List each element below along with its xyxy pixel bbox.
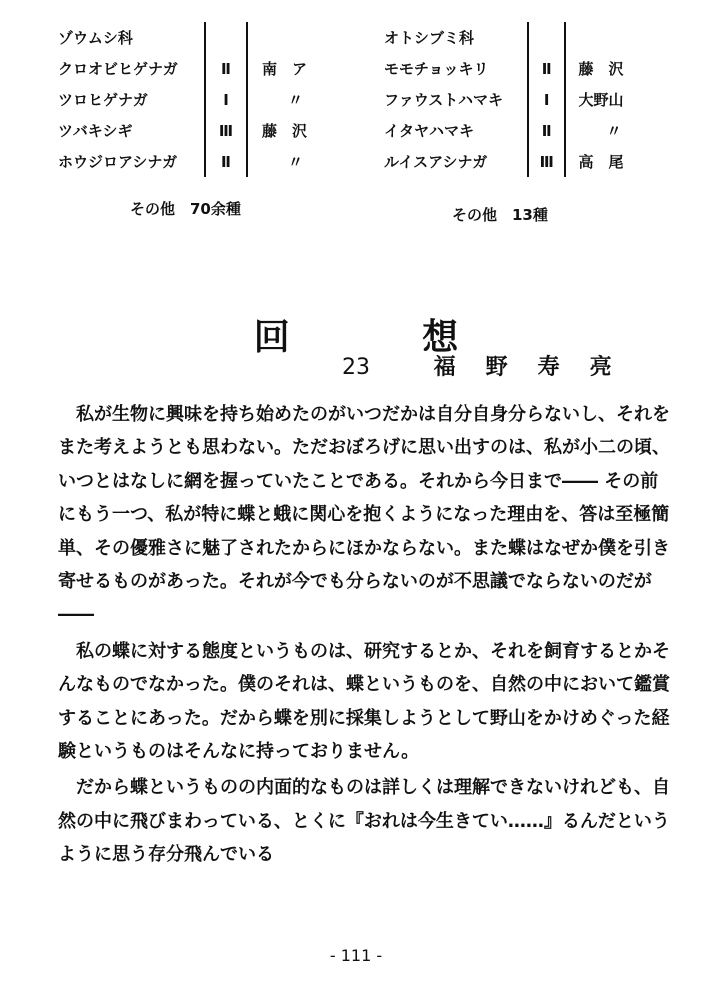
rank-cell: Ⅰ — [528, 84, 566, 115]
paragraph: 私が生物に興味を持ち始めたのがいつだかは自分自身分らないし、それをまた考えようとも思わない。ただおぼろげに思い出すのは、私が小二の頃、いつとはなしに網を握っていたことである。それから今日まで―― その前にもう一つ、私が特に蝶と蛾に関心を抱くようになった理由を、答は至極簡単、その優雅さに魅了されたからにほかならない。また蝶はなぜか僕を引き寄せるものがあった。それが今でも分らないのが不思議でならないのだが―― — [58, 404, 670, 626]
others-count-right: その他 13種 — [452, 206, 548, 224]
family-name: ゾウムシ科 — [58, 29, 133, 47]
species-table-right — [384, 22, 688, 177]
table-row — [384, 22, 688, 53]
article-body — [58, 398, 670, 875]
locality-cell: 南 ア — [262, 60, 308, 78]
table-row — [58, 146, 383, 177]
species-name: クロオビヒゲナガ — [58, 60, 178, 78]
rank-cell: Ⅰ — [205, 84, 247, 115]
rank-cell: Ⅱ — [205, 146, 247, 177]
page-number: - 111 - — [329, 946, 383, 965]
family-name: オトシブミ科 — [384, 29, 475, 47]
student-number: 23 — [342, 355, 370, 380]
species-name: ホウジロアシナガ — [58, 153, 178, 171]
author-name: 福野寿亮 — [433, 355, 642, 380]
byline — [342, 350, 642, 381]
locality-cell — [565, 22, 688, 53]
locality-cell: 高 尾 — [578, 153, 624, 171]
article-title: 回 想 — [253, 317, 519, 359]
locality-cell: 〃 — [288, 91, 304, 109]
table-row — [58, 22, 383, 53]
locality-cell: 大野山 — [578, 91, 624, 109]
locality-cell: 藤 沢 — [578, 60, 624, 78]
rank-cell: Ⅱ — [205, 53, 247, 84]
rank-cell: Ⅲ — [528, 146, 566, 177]
rank-cell — [205, 22, 247, 53]
species-table-left — [58, 22, 383, 177]
species-name: ツバキシギ — [58, 122, 133, 140]
rank-cell: Ⅱ — [528, 53, 566, 84]
locality-cell — [247, 22, 383, 53]
paragraph: 私の蝶に対する態度というものは、研究するとか、それを飼育するとかそんなものでなかった。僕のそれは、蝶というものを、自然の中において鑑賞することにあった。だから蝶を別に採集しようとして野山をかけめぐった経験というものはそんなに持っておりません。 — [58, 640, 670, 763]
species-name: イタヤハマキ — [384, 122, 475, 140]
locality-cell: 〃 — [288, 153, 304, 171]
species-name: ファウストハマキ — [384, 91, 503, 109]
species-name: ツロヒゲナガ — [58, 91, 148, 109]
others-count-left: その他 70余種 — [130, 200, 241, 218]
table-row — [58, 84, 383, 115]
table-row — [384, 115, 688, 146]
rank-cell: Ⅱ — [528, 115, 566, 146]
locality-cell: 〃 — [606, 122, 622, 140]
table-row — [58, 53, 383, 84]
species-name: モモチョッキリ — [384, 60, 489, 78]
locality-cell: 藤 沢 — [262, 122, 308, 140]
rank-cell — [528, 22, 566, 53]
table-row — [384, 53, 688, 84]
table-row — [58, 115, 383, 146]
rank-cell: Ⅲ — [205, 115, 247, 146]
species-name: ルイスアシナガ — [384, 153, 488, 171]
table-row — [384, 84, 688, 115]
table-row — [384, 146, 688, 177]
paragraph: だから蝶というものの内面的なものは詳しくは理解できないけれども、自然の中に飛びまわっている、とくに『おれは今生きてい……』るんだというように思う存分飛んでいる — [58, 777, 670, 866]
